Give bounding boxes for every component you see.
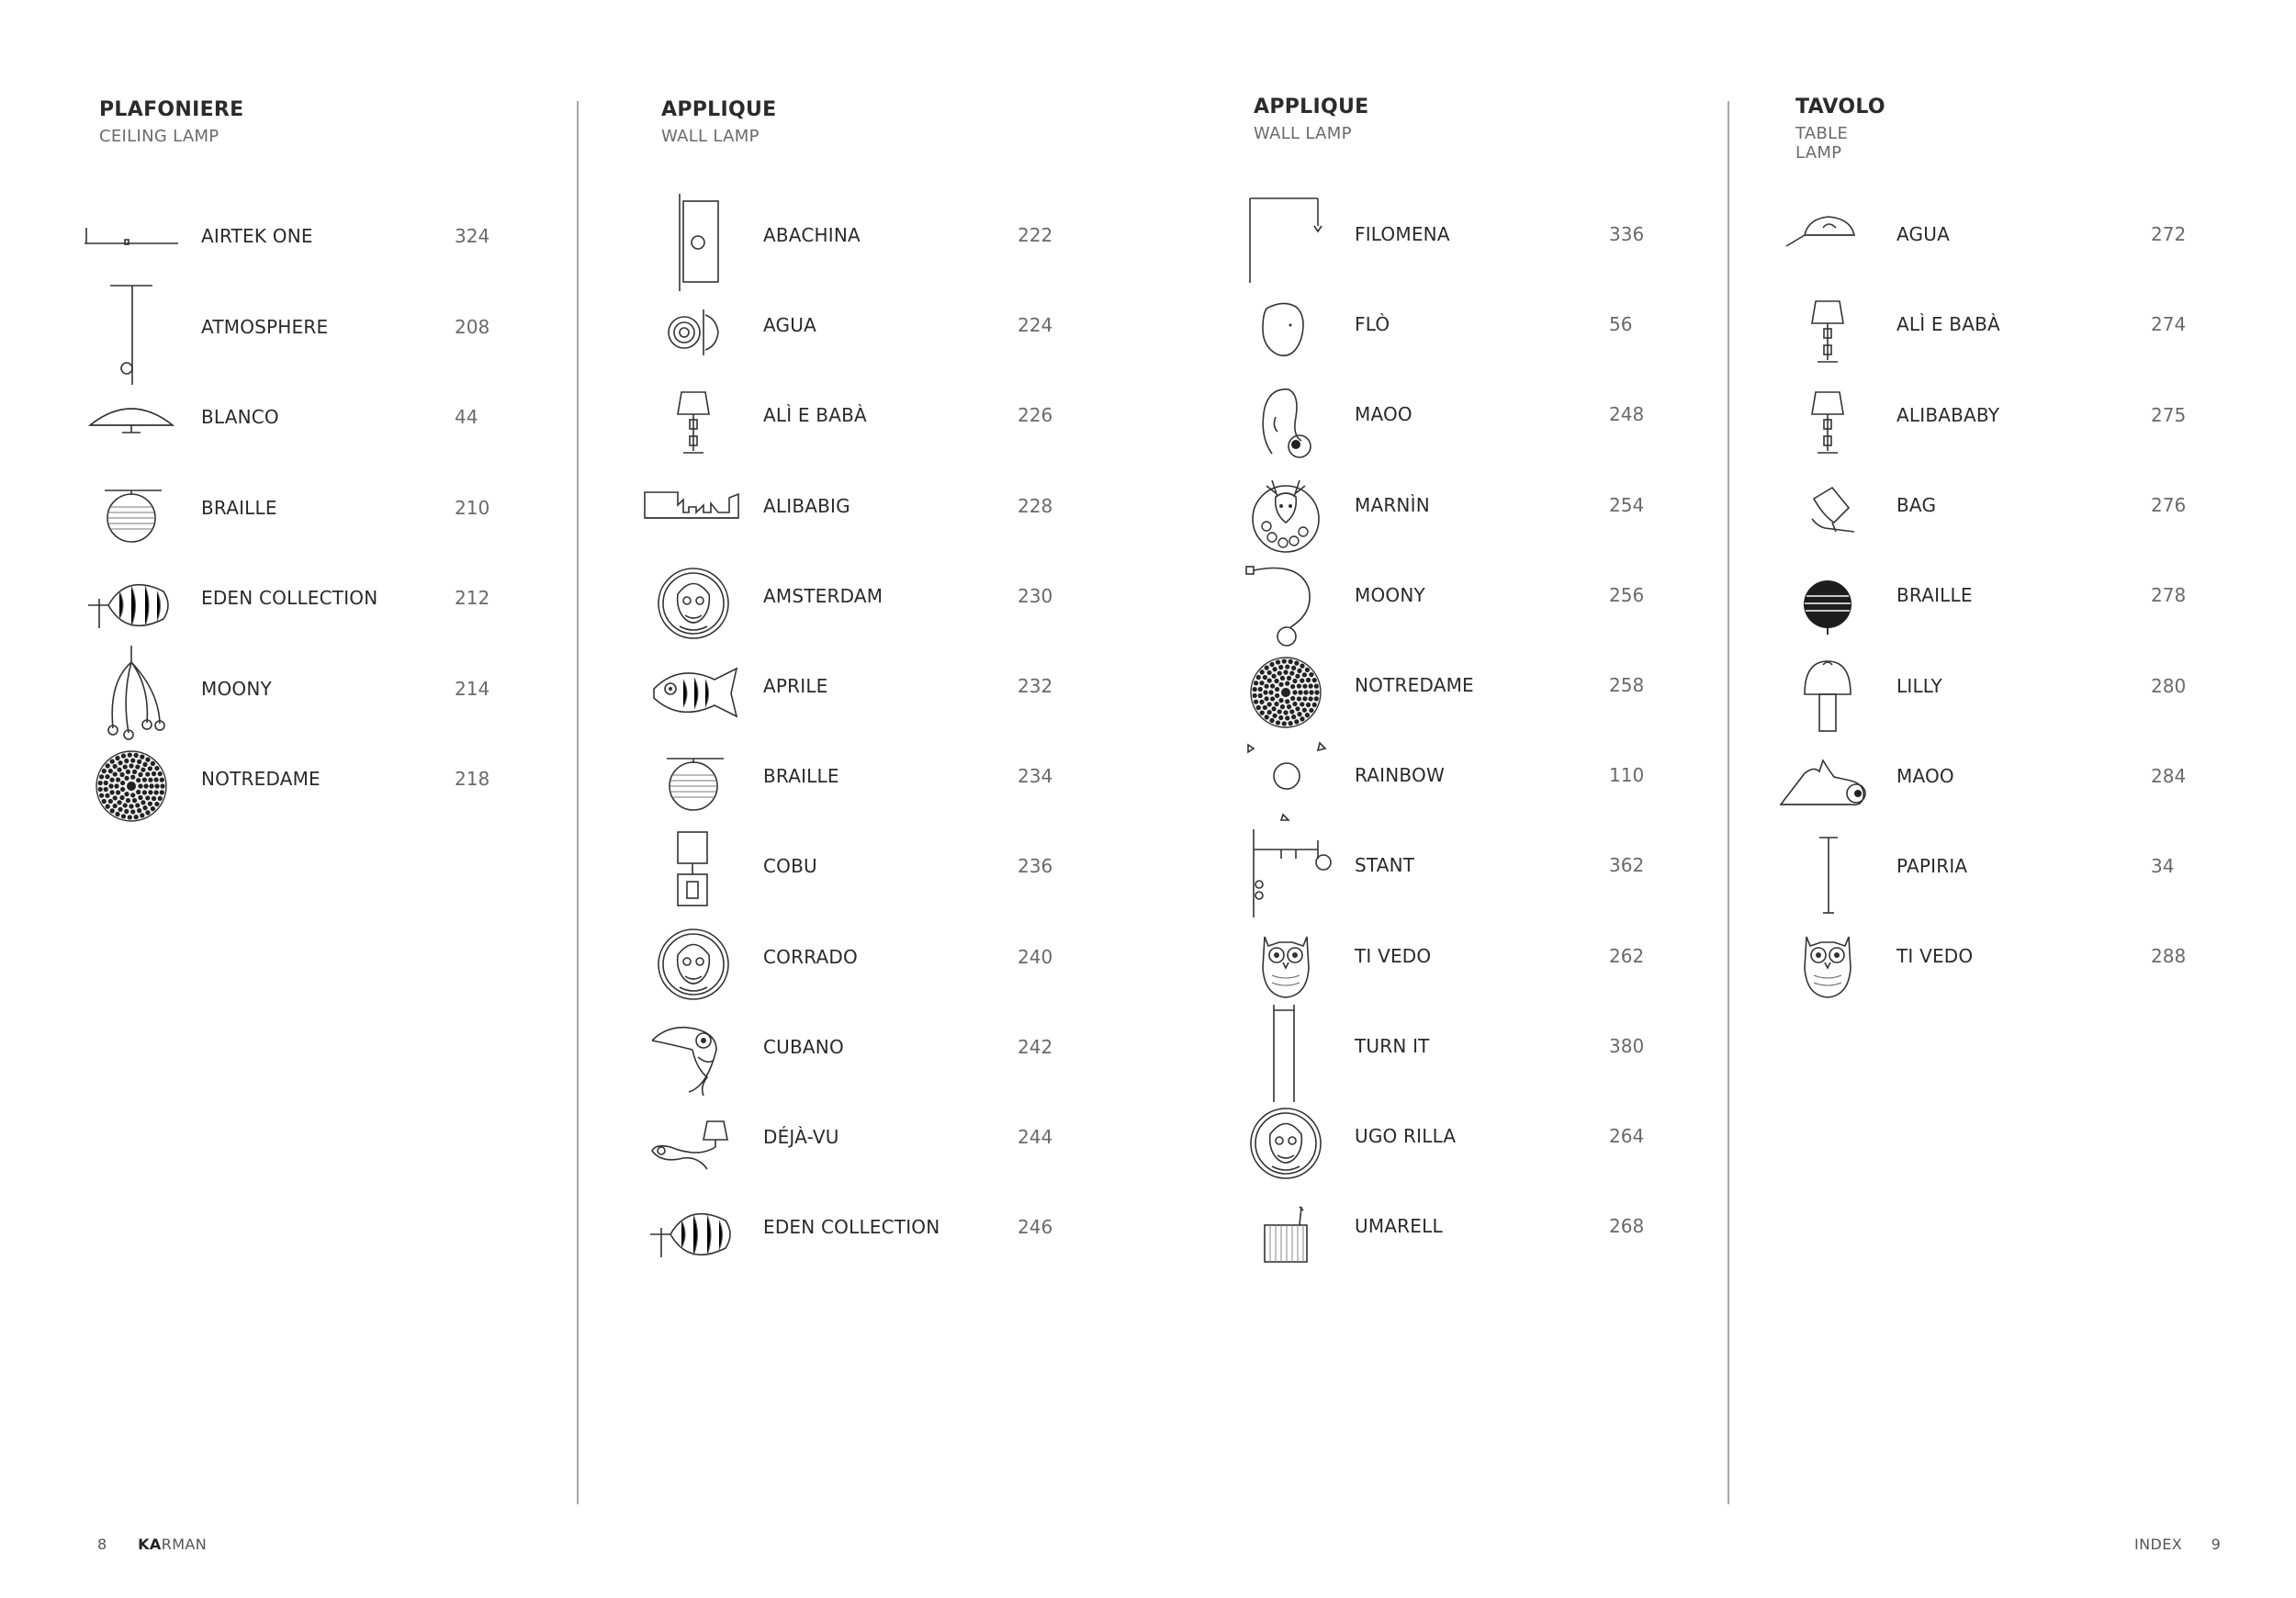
list-item[interactable] [661,946,1176,1010]
list-item[interactable] [1254,854,1768,918]
product-name: AMSTERDAM [763,584,884,607]
owl-lamp-icon [1777,913,1878,1014]
page-number: 44 [455,406,478,428]
product-name: BRAILLE [763,765,839,788]
list-item[interactable] [99,406,613,470]
product-name: TI VEDO [1896,945,1974,968]
airtek-lamp-icon [81,193,182,294]
page-number: 246 [1018,1216,1053,1239]
leaf-lamp-icon [81,555,182,656]
page-number: 208 [455,315,490,338]
pendant-lamp-icon [81,284,182,385]
product-name: AGUA [1896,223,1950,245]
brand-rest: RMAN [161,1536,208,1553]
page-number: 210 [455,496,490,519]
list-item[interactable] [1795,494,2296,558]
page-number: 110 [1609,764,1645,787]
column-subtitle: CEILING LAMP [99,127,219,146]
bag-lamp-icon [1777,462,1878,563]
page-number: 214 [455,677,490,700]
portrait-lamp-icon [643,553,744,654]
product-name: MOONY [201,677,272,700]
shade-lamp-icon [1777,372,1878,473]
list-item[interactable] [1254,313,1768,377]
product-name: CUBANO [763,1035,844,1058]
page-number: 254 [1609,493,1645,516]
product-name: MAOO [1355,403,1412,426]
reclining-lamp-icon [1777,733,1878,834]
basket-lamp-icon [1235,1183,1336,1284]
portrait-lamp-icon [643,914,744,1015]
product-name: NOTREDAME [201,768,321,790]
product-name: TURN IT [1355,1034,1430,1057]
page-number: 224 [1018,314,1053,337]
product-name: BLANCO [201,406,279,428]
product-name: LILLY [1896,674,1942,697]
product-name: BAG [1896,493,1937,516]
list-item[interactable] [1254,674,1768,738]
page-number: 240 [1018,945,1053,968]
column-subtitle: WALL LAMP [661,127,760,146]
page-number: 264 [1609,1125,1645,1147]
list-item[interactable] [99,225,613,289]
product-name: ALIBABIG [763,494,850,517]
column-header [99,98,244,146]
product-name: AIRTEK ONE [201,225,313,247]
page-number: 34 [2151,855,2175,878]
product-name: ALÌ E BABÀ [763,404,867,427]
page-number: 222 [1018,224,1053,246]
sphere-lamp-icon [81,465,182,566]
list-item[interactable] [99,768,613,832]
list-item[interactable] [99,316,613,380]
page-number: 274 [2151,313,2187,336]
product-name: MARNÌN [1355,493,1430,516]
hook-lamp-icon [1235,191,1336,292]
column-title: TAVOLO [1795,96,1885,118]
product-name: EDEN COLLECTION [763,1216,940,1239]
product-name: AGUA [763,314,816,337]
cord-lamp-icon [1235,552,1336,653]
page-number: 362 [1609,854,1645,877]
page-number: 258 [1609,674,1645,696]
page-number: 56 [1609,313,1633,336]
page-number: 226 [1018,404,1053,427]
list-item[interactable] [1795,855,2296,919]
list-item[interactable] [1254,1125,1768,1189]
product-name: EDEN COLLECTION [201,587,378,609]
list-item[interactable] [1795,945,2296,1009]
floor-lamp-icon [1777,823,1878,924]
column-header [1795,96,1885,163]
skyline-lamp-icon [643,463,744,564]
column-divider-left [577,101,579,1504]
product-name: FLÒ [1355,313,1390,336]
list-item[interactable] [1795,675,2296,739]
product-name: ALIBABABY [1896,403,2000,426]
page-number-left: 8 [97,1536,107,1553]
agua-table-lamp-icon [1777,191,1878,292]
list-item[interactable] [661,585,1176,649]
list-item[interactable] [661,314,1176,378]
page-number: 284 [2151,764,2187,787]
shade-lamp-icon [1777,281,1878,382]
sphere-lamp-icon [643,733,744,834]
owl-lamp-icon [1235,913,1336,1014]
list-item[interactable] [99,497,613,561]
product-name: MOONY [1355,583,1425,606]
page-number: 242 [1018,1035,1053,1058]
list-item[interactable] [1254,403,1768,467]
product-name: NOTREDAME [1355,674,1474,696]
page-number: 232 [1018,675,1053,697]
page-number: 276 [2151,493,2187,516]
product-name: MAOO [1896,764,1954,787]
page-number-right: 9 [2211,1536,2222,1553]
page-number: 380 [1609,1034,1645,1057]
leaf-lamp-icon [643,1184,744,1285]
frame-lamp-icon [643,192,744,293]
page-number: 280 [2151,674,2187,697]
page-number: 268 [1609,1215,1645,1238]
list-item[interactable] [661,855,1176,919]
list-item[interactable] [661,224,1176,288]
list-item[interactable] [1795,765,2296,829]
list-item[interactable] [1795,584,2296,648]
dots-lamp-icon [1235,732,1336,833]
column-divider-right [1728,101,1729,1504]
list-item[interactable] [1795,313,2296,377]
page-number: 236 [1018,855,1053,878]
shade-lamp-icon [643,372,744,473]
list-item[interactable] [1254,945,1768,1009]
page-number: 212 [455,587,490,609]
list-item[interactable] [1254,1035,1768,1099]
column-title: APPLIQUE [1254,96,1369,118]
page-number: 244 [1018,1126,1053,1148]
page-number: 278 [2151,584,2187,607]
sphere-dark-lamp-icon [1777,552,1878,653]
list-item[interactable] [661,1126,1176,1190]
list-item[interactable] [661,1036,1176,1100]
page-number: 218 [455,768,490,790]
column-subtitle: WALL LAMP [1254,124,1352,143]
column-title: PLAFONIERE [99,98,244,121]
fish-lamp-icon [643,643,744,744]
page-number: 275 [2151,403,2187,426]
brand-logo [138,1536,207,1553]
page-number: 248 [1609,403,1645,426]
pebble-lamp-icon [1235,281,1336,382]
product-name: CORRADO [763,945,858,968]
product-name: ABACHINA [763,224,861,246]
portrait-lamp-icon [1235,1093,1336,1194]
list-item[interactable] [99,678,613,742]
arm-lamp-icon [643,1094,744,1195]
rosette-lamp-icon [81,736,182,837]
column-header [1254,96,1368,143]
list-item[interactable] [661,1216,1176,1280]
ring-lamp-icon [643,282,744,383]
column-header [661,98,776,146]
column-title: APPLIQUE [661,98,777,121]
toucan-lamp-icon [643,1004,744,1105]
list-item[interactable] [99,587,613,651]
product-name: UGO RILLA [1355,1125,1457,1147]
box-lamp-icon [643,823,744,924]
product-name: UMARELL [1355,1215,1443,1238]
page-number: 336 [1609,223,1645,245]
list-item[interactable] [661,404,1176,468]
product-name: STANT [1355,854,1415,877]
product-name: DÉJÀ-VU [763,1126,839,1148]
list-item[interactable] [661,765,1176,829]
product-name: COBU [763,855,817,878]
rosette-lamp-icon [1235,642,1336,743]
list-item[interactable] [1254,223,1768,287]
page-number: 230 [1018,584,1053,607]
index-label: INDEX [2134,1536,2183,1553]
product-name: RAINBOW [1355,764,1445,787]
list-item[interactable] [1254,494,1768,558]
product-name: APRILE [763,675,828,697]
list-item[interactable] [1795,404,2296,468]
product-name: BRAILLE [201,496,277,519]
deer-lamp-icon [1235,462,1336,563]
page-number: 272 [2151,223,2187,245]
disc-lamp-icon [81,374,182,475]
page-number: 228 [1018,494,1053,517]
product-name: FILOMENA [1355,223,1450,245]
product-name: ATMOSPHERE [201,315,329,338]
list-item[interactable] [1795,223,2296,287]
bracket-lamp-icon [1235,822,1336,923]
page-number: 288 [2151,945,2187,968]
footer-left [97,1536,207,1553]
bar-lamp-icon [1235,1003,1336,1104]
page-number: 234 [1018,765,1053,788]
mushroom-lamp-icon [1777,643,1878,744]
footer-right [2134,1536,2221,1553]
page-number: 324 [455,225,490,247]
list-item[interactable] [1254,764,1768,828]
product-name: BRAILLE [1896,584,1973,607]
list-item[interactable] [661,495,1176,559]
page-number: 256 [1609,583,1645,606]
page-number: 262 [1609,944,1645,967]
product-name: PAPIRIA [1896,855,1968,878]
brand-bold: KA [138,1536,162,1553]
head-lamp-icon [1235,371,1336,472]
list-item[interactable] [661,675,1176,739]
list-item[interactable] [1254,584,1768,648]
product-name: TI VEDO [1355,944,1432,967]
cluster-lamp-icon [81,646,182,747]
product-name: ALÌ E BABÀ [1896,313,2000,336]
list-item[interactable] [1254,1215,1768,1279]
column-subtitle: TABLE LAMP [1795,124,1849,163]
